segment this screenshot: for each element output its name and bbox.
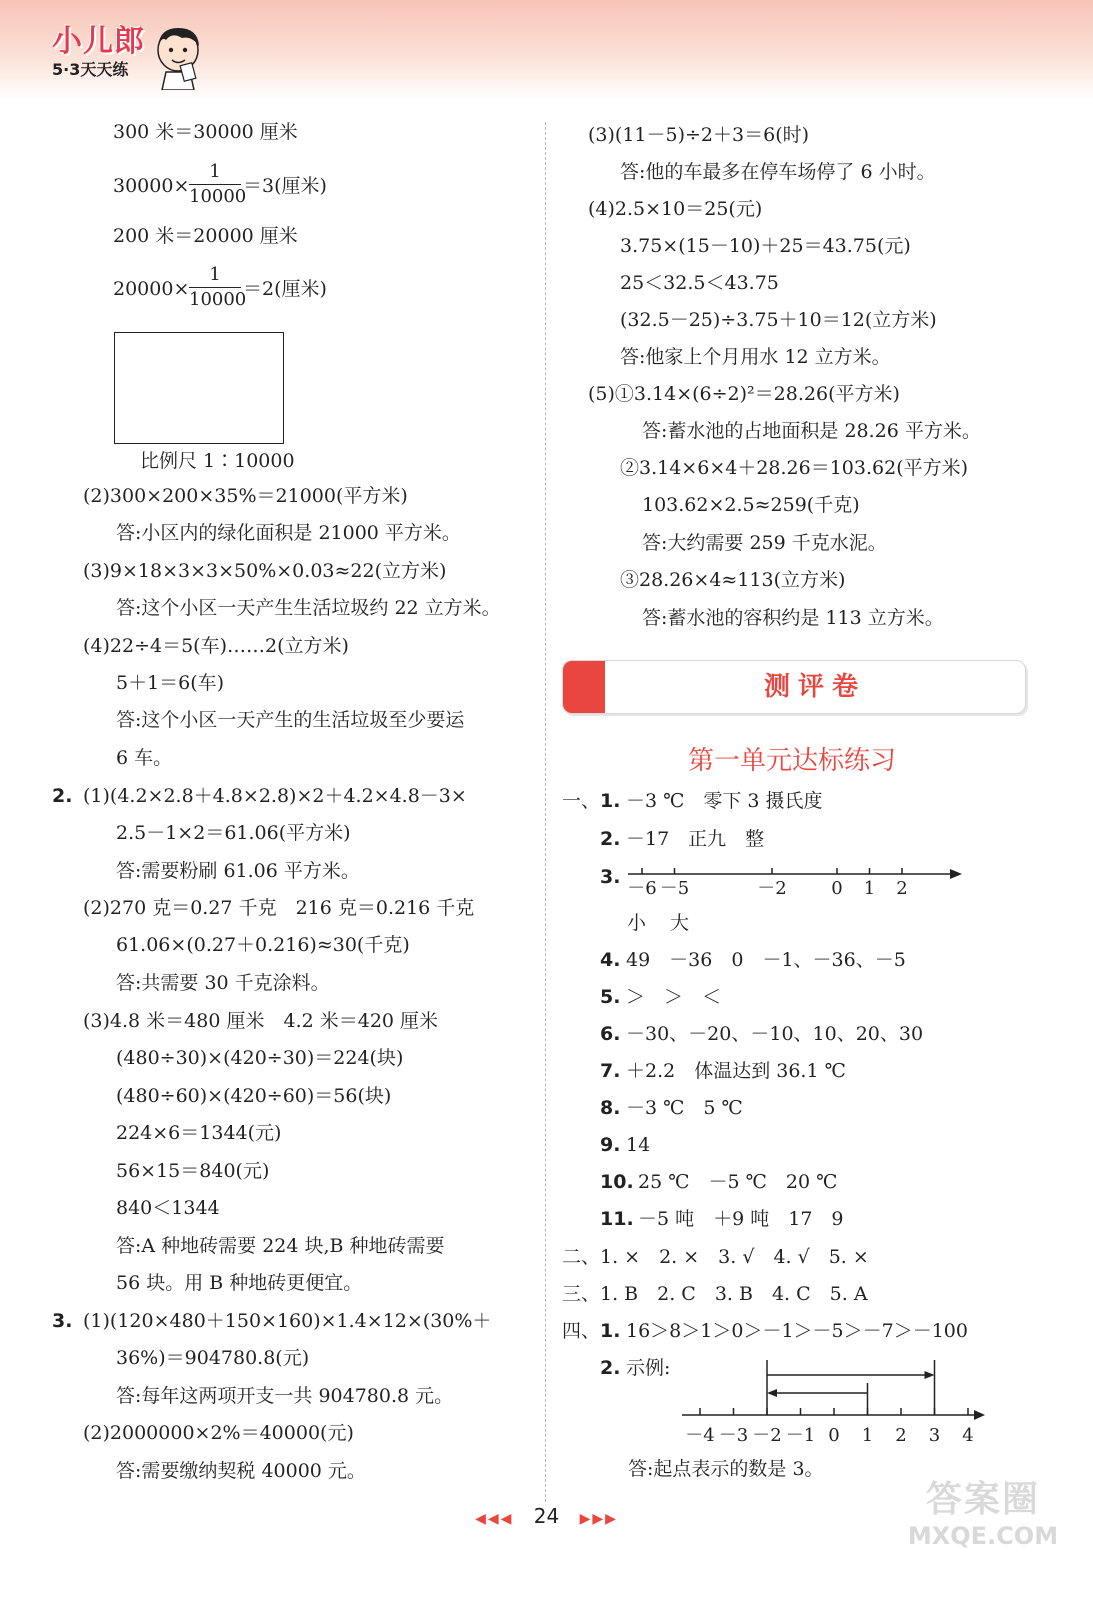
text-line: 2.5－1×2＝61.06(平方米) bbox=[116, 822, 351, 844]
text-line: 61.06×(0.27＋0.216)≈30(千克) bbox=[116, 934, 410, 956]
item-number: 4. bbox=[600, 949, 621, 971]
scale-caption: 比例尺 1∶10000 bbox=[140, 450, 295, 472]
text-line: (4)22÷4＝5(车)……2(立方米) bbox=[83, 635, 349, 657]
text-line: 200 米＝20000 厘米 bbox=[113, 225, 298, 247]
text-line: (2)2000000×2%＝40000(元) bbox=[83, 1422, 354, 1444]
text-line: ③28.26×4≈113(立方米) bbox=[620, 569, 846, 591]
logo-subtitle: 5·3天天练 bbox=[52, 60, 129, 79]
part-label: 二、 bbox=[562, 1246, 601, 1268]
text-line: ＝2(厘米) bbox=[243, 278, 327, 300]
answer-line: 56 块。用 B 种地砖更便宜。 bbox=[116, 1272, 363, 1294]
fraction-numerator: 1 bbox=[209, 264, 221, 285]
tick-label: －2 bbox=[757, 878, 787, 899]
text-line: 49 －36 0 －1、－36、－5 bbox=[626, 949, 906, 971]
tick-label: 1 bbox=[861, 1425, 874, 1446]
text-line: ＝3(厘米) bbox=[243, 175, 327, 197]
text-line: 示例: bbox=[626, 1357, 671, 1379]
text-line: 1. × 2. × 3. √ 4. √ 5. × bbox=[600, 1246, 869, 1268]
brand-logo bbox=[52, 26, 145, 80]
text-line: 103.62×2.5≈259(千克) bbox=[642, 494, 860, 516]
text-line: (4)2.5×10＝25(元) bbox=[588, 198, 763, 220]
answer-line: 答:蓄水池的占地面积是 28.26 平方米。 bbox=[642, 420, 981, 442]
tick-label: 2 bbox=[896, 878, 908, 899]
tick-label: －2 bbox=[752, 1425, 782, 1446]
answer-line: 答:共需要 30 千克涂料。 bbox=[116, 972, 330, 994]
next-arrows-icon: ▶▶▶ bbox=[579, 1511, 618, 1527]
answer-line: 答:A 种地砖需要 224 块,B 种地砖需要 bbox=[116, 1235, 445, 1257]
tick-label: －5 bbox=[659, 878, 690, 899]
item-number: 1. bbox=[600, 1320, 621, 1342]
text-line: (1)(4.2×2.8＋4.8×2.8)×2＋4.2×4.8－3× bbox=[83, 785, 467, 807]
item-number: 6. bbox=[600, 1023, 621, 1045]
mascot-icon bbox=[152, 24, 204, 90]
axis-arrow bbox=[950, 869, 962, 879]
tick-label: 2 bbox=[895, 1425, 907, 1446]
fraction-numerator: 1 bbox=[209, 161, 221, 182]
text-line: (3)9×18×3×3×50%×0.03≈22(立方米) bbox=[83, 560, 447, 582]
tick-label: 4 bbox=[962, 1425, 974, 1446]
text-line: (3)(11－5)÷2＋3＝6(时) bbox=[588, 124, 810, 146]
text-line: 3.75×(15－10)＋25＝43.75(元) bbox=[620, 235, 911, 257]
text-line: －3 ℃ 5 ℃ bbox=[626, 1097, 743, 1119]
item-number: 5. bbox=[600, 986, 621, 1008]
banner-tab bbox=[563, 661, 605, 713]
item-number: 11. bbox=[600, 1208, 634, 1230]
tick-label: 1 bbox=[863, 878, 876, 899]
text-line: ＞ ＞ ＜ bbox=[626, 986, 722, 1008]
tick-label: －3 bbox=[718, 1425, 749, 1446]
tick-label: －1 bbox=[785, 1425, 816, 1446]
fraction bbox=[189, 161, 247, 208]
scale-rectangle-figure bbox=[114, 332, 284, 444]
item-number: 3. bbox=[600, 866, 621, 888]
item-number: 2. bbox=[600, 828, 621, 850]
section-banner bbox=[562, 660, 1026, 714]
answer-line: 答:他的车最多在停车场停了 6 小时。 bbox=[620, 161, 936, 183]
text-line: －17 正九 整 bbox=[626, 828, 765, 850]
item-number: 10. bbox=[600, 1171, 634, 1193]
text-line: (480÷30)×(420÷30)＝224(块) bbox=[116, 1047, 404, 1069]
text-line: (5)①3.14×(6÷2)²＝28.26(平方米) bbox=[588, 383, 900, 405]
answer-line: 答:需要粉刷 61.06 平方米。 bbox=[116, 860, 360, 882]
order-label-big: 大 bbox=[670, 912, 690, 934]
answer-line: 答:这个小区一天产生生活垃圾约 22 立方米。 bbox=[116, 597, 501, 619]
text-line: 224×6＝1344(元) bbox=[116, 1122, 282, 1144]
text-line: 300 米＝30000 厘米 bbox=[113, 121, 298, 143]
watermark-url: MXQE.COM bbox=[907, 1522, 1059, 1550]
question-number: 2. bbox=[52, 785, 73, 807]
axis-arrow bbox=[974, 1410, 985, 1420]
tick-label: －4 bbox=[685, 1425, 715, 1446]
item-number: 1. bbox=[600, 790, 621, 812]
fraction-denominator: 10000 bbox=[189, 289, 247, 310]
text-line: (1)(120×480＋150×160)×1.4×12×(30%＋ bbox=[83, 1310, 492, 1332]
prev-arrows-icon: ◀◀◀ bbox=[475, 1511, 514, 1527]
order-label-small: 小 bbox=[627, 912, 647, 934]
answer-line: 答:大约需要 259 千克水泥。 bbox=[642, 532, 887, 554]
answer-line: 答:这个小区一天产生的生活垃圾至少要运 bbox=[116, 709, 465, 731]
fraction bbox=[189, 264, 247, 311]
page-number: 24 bbox=[533, 1504, 560, 1528]
text-line: ＋2.2 体温达到 36.1 ℃ bbox=[626, 1060, 846, 1082]
part-label: 三、 bbox=[562, 1283, 601, 1305]
text-line: 56×15＝840(元) bbox=[116, 1160, 270, 1182]
text-line: (480÷60)×(420÷60)＝56(块) bbox=[116, 1085, 392, 1107]
arrowhead bbox=[925, 1371, 935, 1379]
text-line: (2)270 克＝0.27 千克 216 克＝0.216 千克 bbox=[83, 897, 475, 919]
answer-line: 答:他家上个月用水 12 立方米。 bbox=[620, 346, 891, 368]
banner-title: 测评卷 bbox=[763, 672, 866, 702]
text-line: (3)4.8 米＝480 厘米 4.2 米＝420 厘米 bbox=[83, 1010, 439, 1032]
text-line: －3 ℃ 零下 3 摄氏度 bbox=[626, 790, 823, 812]
tick-label: 3 bbox=[928, 1425, 941, 1446]
text-line: －30、－20、－10、10、20、30 bbox=[626, 1023, 924, 1045]
text-line: 25 ℃ －5 ℃ 20 ℃ bbox=[638, 1171, 838, 1193]
item-number: 9. bbox=[600, 1134, 621, 1156]
text-line: 20000× bbox=[113, 278, 190, 300]
arrowhead bbox=[767, 1389, 777, 1397]
item-number: 7. bbox=[600, 1060, 621, 1082]
part-label: 一、 bbox=[562, 790, 601, 812]
number-line-2 bbox=[680, 1355, 990, 1450]
answer-line: 6 车。 bbox=[116, 747, 173, 769]
tick-label: 0 bbox=[831, 878, 843, 899]
text-line: 5＋1＝6(车) bbox=[116, 672, 225, 694]
text-line: －5 吨 ＋9 吨 17 9 bbox=[638, 1208, 844, 1230]
item-number: 8. bbox=[600, 1097, 621, 1119]
number-line-1 bbox=[620, 860, 970, 900]
answer-line: 答:需要缴纳契税 40000 元。 bbox=[116, 1460, 366, 1482]
fraction-denominator: 10000 bbox=[189, 186, 247, 207]
text-line: 36%)＝904780.8(元) bbox=[116, 1347, 310, 1369]
text-line: (2)300×200×35%＝21000(平方米) bbox=[83, 485, 408, 507]
text-line: 1. B 2. C 3. B 4. C 5. A bbox=[600, 1283, 868, 1305]
text-line: (32.5－25)÷3.75＋10＝12(立方米) bbox=[620, 309, 937, 331]
answer-line: 答:每年这两项开支一共 904780.8 元。 bbox=[116, 1385, 454, 1407]
text-line: ②3.14×6×4＋28.26＝103.62(平方米) bbox=[620, 457, 969, 479]
tick-label: －6 bbox=[627, 878, 657, 899]
answer-line: 答:小区内的绿化面积是 21000 平方米。 bbox=[116, 522, 461, 544]
text-line: 16＞8＞1＞0＞－1＞－5＞－7＞－100 bbox=[626, 1320, 968, 1342]
text-line: 14 bbox=[626, 1134, 651, 1156]
text-line: 840＜1344 bbox=[116, 1197, 220, 1219]
watermark-title: 答案圈 bbox=[925, 1479, 1040, 1520]
text-line: 25＜32.5＜43.75 bbox=[620, 272, 779, 294]
answer-line: 答:起点表示的数是 3。 bbox=[628, 1458, 824, 1480]
tick-label: 0 bbox=[828, 1425, 840, 1446]
text-line: 30000× bbox=[113, 175, 190, 197]
column-divider bbox=[545, 122, 546, 1502]
part-label: 四、 bbox=[562, 1320, 601, 1342]
logo-title: 小儿郎 bbox=[52, 24, 145, 59]
item-number: 2. bbox=[600, 1357, 621, 1379]
watermark bbox=[898, 1478, 1068, 1550]
question-number: 3. bbox=[52, 1310, 73, 1332]
unit-title: 第一单元达标练习 bbox=[687, 746, 896, 776]
answer-line: 答:蓄水池的容积约是 113 立方米。 bbox=[642, 607, 944, 629]
